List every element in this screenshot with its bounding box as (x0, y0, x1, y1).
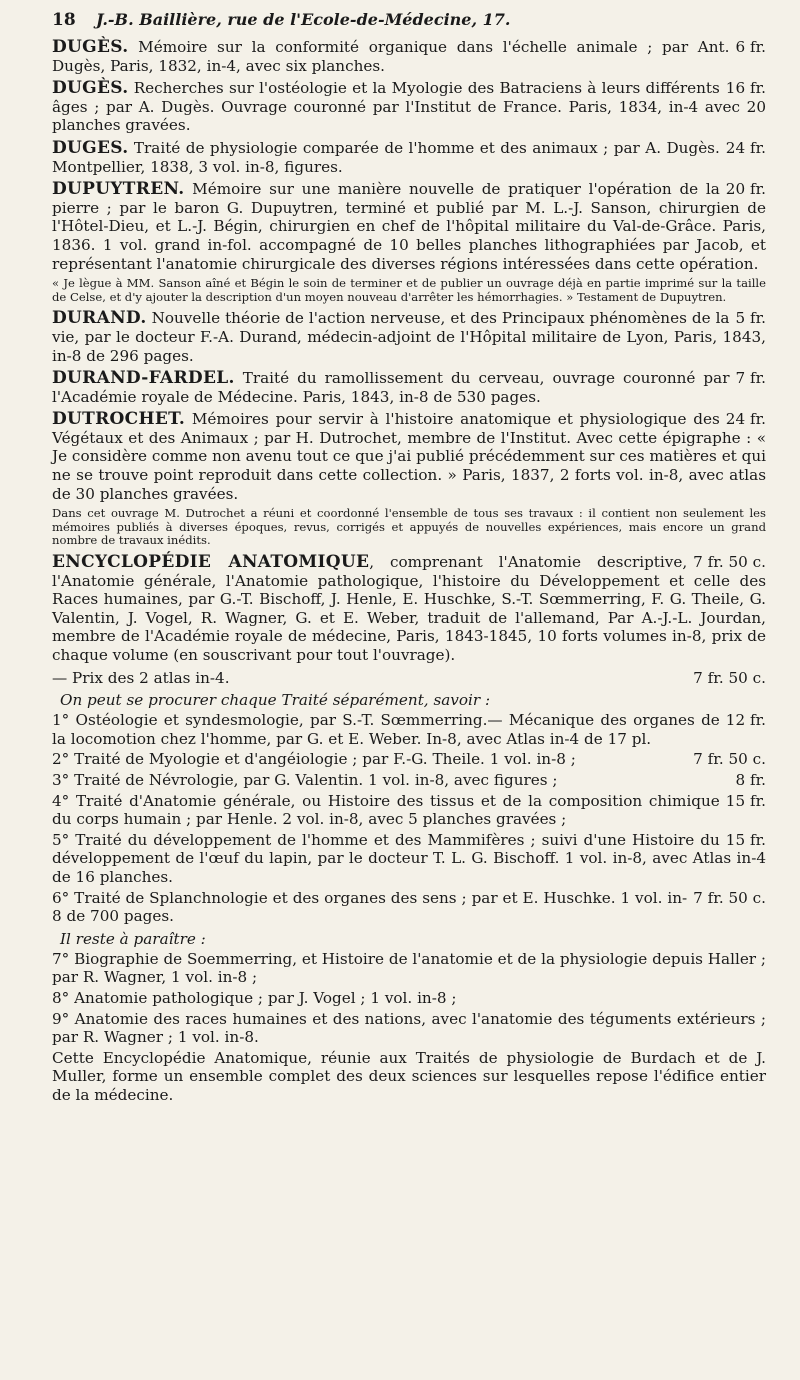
catalog-entry (52, 369, 766, 406)
entry-price: 24 fr. (725, 138, 766, 157)
atlas-price: 7 fr. 50 c. (693, 668, 766, 687)
entry-text: Recherches sur l'ostéologie et la Myologie des Batraciens à leurs différents âges ; par A. Dugès. Ouvrage couronné par l'Institut de France. Paris, 1834, in-4 avec 20 planches gravées. (52, 79, 766, 135)
volume-item (52, 771, 766, 790)
catalog-entry (52, 410, 766, 503)
volume-item (52, 711, 766, 748)
publisher-line: J.-B. Baillière, rue de l'Ecole-de-Médecine, 17. (96, 10, 511, 29)
entry-price: 7 fr. 50 c. (693, 553, 766, 572)
separately-heading: On peut se procurer chaque Traité séparément, savoir : (60, 691, 491, 710)
footnote: « Je lègue à MM. Sanson aîné et Bégin le soin de terminer et de publier un ouvrage déjà en partie imprimé sur la taille de Celse, et d'y ajouter la description d'un moyen nouveau d'arrêter les hémorrhagies. » Testament de Dupuytren. (52, 276, 766, 304)
volume-text: 4° Traité d'Anatomie générale, ou Histoire des tissus et de la composition chimique du corps humain ; par Henle. 2 vol. in-8, avec 5 planches gravées ; (52, 791, 720, 829)
entry-author: DUTROCHET. (52, 409, 186, 430)
catalog-entry (52, 309, 766, 365)
entry-author: DURAND. (52, 308, 147, 329)
catalog-entry (52, 139, 766, 176)
atlas-line (52, 669, 766, 688)
catalog-entry (52, 79, 766, 135)
atlas-text: — Prix des 2 atlas in-4. (52, 668, 230, 687)
volume-price: 7 fr. 50 c. (693, 750, 766, 769)
entry-price: 7 fr. (735, 369, 766, 388)
remaining-item: 7° Biographie de Soemmerring, et Histoire de l'anatomie et de la physiologie depuis Haller ; par R. Wagner, 1 vol. in-8 ; (52, 949, 767, 987)
closing-paragraph: Cette Encyclopédie Anatomique, réunie aux Traités de physiologie de Burdach et de J. Muller, forme un ensemble complet des deux sciences sur lesquelles repose l'édifice entier de la médecine. (52, 1048, 766, 1104)
volume-price: 15 fr. (725, 791, 766, 810)
volume-text: 5° Traité du développement de l'homme et des Mammifères ; suivi d'une Histoire du développement de l'œuf du lapin, par le docteur T. L. G. Bischoff. 1 vol. in-8, avec Atlas in-4 de 16 planches. (52, 830, 766, 886)
catalog-entry (52, 553, 766, 665)
entry-author: DUGÈS. (52, 37, 129, 57)
volume-item (52, 831, 766, 887)
remaining-item: 8° Anatomie pathologique ; par J. Vogel ; 1 vol. in-8 ; (52, 988, 457, 1007)
volume-price: 8 fr. (735, 770, 766, 789)
entry-price: 20 fr. (725, 180, 766, 199)
page-number: 18 (52, 10, 76, 30)
entry-author: DUGES. (52, 137, 129, 158)
entry-price: 16 fr. (725, 79, 766, 98)
footnote: Dans cet ouvrage M. Dutrochet a réuni et coordonné l'ensemble de tous ses travaux : il contient non seulement les mémoires publiés à diverses époques, revus, corrigés et appuyés de nouvelles expériences, mais encore un grand nombre de travaux inédits. (52, 506, 766, 548)
volume-item (52, 889, 766, 926)
volume-item (52, 792, 766, 829)
volume-text: 2° Traité de Myologie et d'angéiologie ; par F.-G. Theile. 1 vol. in-8 ; (52, 750, 576, 769)
entry-author: DUGÈS. (52, 78, 129, 99)
entry-text: Traité du ramollissement du cerveau, ouvrage couronné par l'Académie royale de Médecine. Paris, 1843, in-8 de 530 pages. (52, 369, 730, 406)
catalog-entry (52, 38, 766, 75)
volume-text: 6° Traité de Splanchnologie et des organes des sens ; par et E. Huschke. 1 vol. in-8 de 700 pages. (52, 888, 688, 926)
volume-text: 1° Ostéologie et syndesmologie, par S.-T. Sœmmerring.— Mécanique des organes de la locomotion chez l'homme, par G. et E. Weber. In-8, avec Atlas in-4 de 17 pl. (52, 711, 720, 748)
entry-text: Traité de physiologie comparée de l'homme et des animaux ; par A. Dugès. Montpellier, 1838, 3 vol. in-8, figures. (52, 138, 720, 176)
volume-price: 7 fr. 50 c. (693, 888, 766, 907)
entry-text: Mémoire sur la conformité organique dans l'échelle animale ; par Ant. Dugès, Paris, 1832, in-4, avec six planches. (52, 38, 730, 75)
remaining-heading: Il reste à paraître : (60, 929, 206, 948)
remaining-item: 9° Anatomie des races humaines et des nations, avec l'anatomie des téguments extérieurs ; par R. Wagner ; 1 vol. in-8. (52, 1009, 766, 1047)
entry-text: , comprenant l'Anatomie descriptive, l'Anatomie générale, l'Anatomie pathologique, l'histoire du Développement et celle des Races humaines, par G.-T. Bischoff, J. Henle, E. Huschke, S.-T. Sœmmerring, F. G. Theile, G. Valentin, J. Vogel, R. Wagner, G. et E. Weber, traduit de l'allemand, Par A.-J.-L. Jourdan, membre de l'Académie royale de médecine, Paris, 1843-1845, 10 forts volumes in-8, prix de chaque volume (en souscrivant pour tout l'ouvrage). (52, 553, 766, 664)
entry-text: Nouvelle théorie de l'action nerveuse, et des Principaux phénomènes de la vie, par le docteur F.-A. Durand, médecin-adjoint de l'Hôpital militaire de Lyon, Paris, 1843, in-8 de 296 pages. (52, 309, 766, 365)
entry-price: 5 fr. (735, 309, 766, 328)
volume-item (52, 750, 766, 769)
entry-text: Mémoire sur une manière nouvelle de pratiquer l'opération de la pierre ; par le baron G. Dupuytren, terminé et publié par M. L.-J. Sanson, chirurgien de l'Hôtel-Dieu, et L.-J. Bégin, chirurgien en chef de l'hôpital militaire du Val-de-Grâce. Paris, 1836. 1 vol. grand in-fol. accompagné de 10 belles planches lithographiées par Jacob, et représentant l'anatomie chirurgicale des diverses régions intéressées dans cette opération. (52, 180, 766, 273)
volume-price: 15 fr. (725, 830, 766, 849)
page-header (52, 10, 766, 30)
entry-author: ENCYCLOPÉDIE ANATOMIQUE (52, 552, 370, 573)
entry-price: 24 fr. (725, 410, 766, 429)
entry-price: 6 fr. (735, 38, 766, 56)
volume-price: 12 fr. (725, 711, 766, 730)
volume-text: 3° Traité de Névrologie, par G. Valentin. 1 vol. in-8, avec figures ; (52, 770, 558, 789)
entry-author: DURAND-FARDEL. (52, 368, 235, 389)
catalog-entry (52, 180, 766, 273)
entry-author: DUPUYTREN. (52, 179, 185, 200)
entry-text: Mémoires pour servir à l'histoire anatomique et physiologique des Végétaux et des Animaux ; par H. Dutrochet, membre de l'Institut. Avec cette épigraphe : « Je considère comme non avenu tout ce que j'ai publié précédemment sur ces matières et qui ne se trouve point reproduit dans cette collection. » Paris, 1837, 2 forts vol. in-8, avec atlas de 30 planches gravées. (52, 410, 766, 503)
